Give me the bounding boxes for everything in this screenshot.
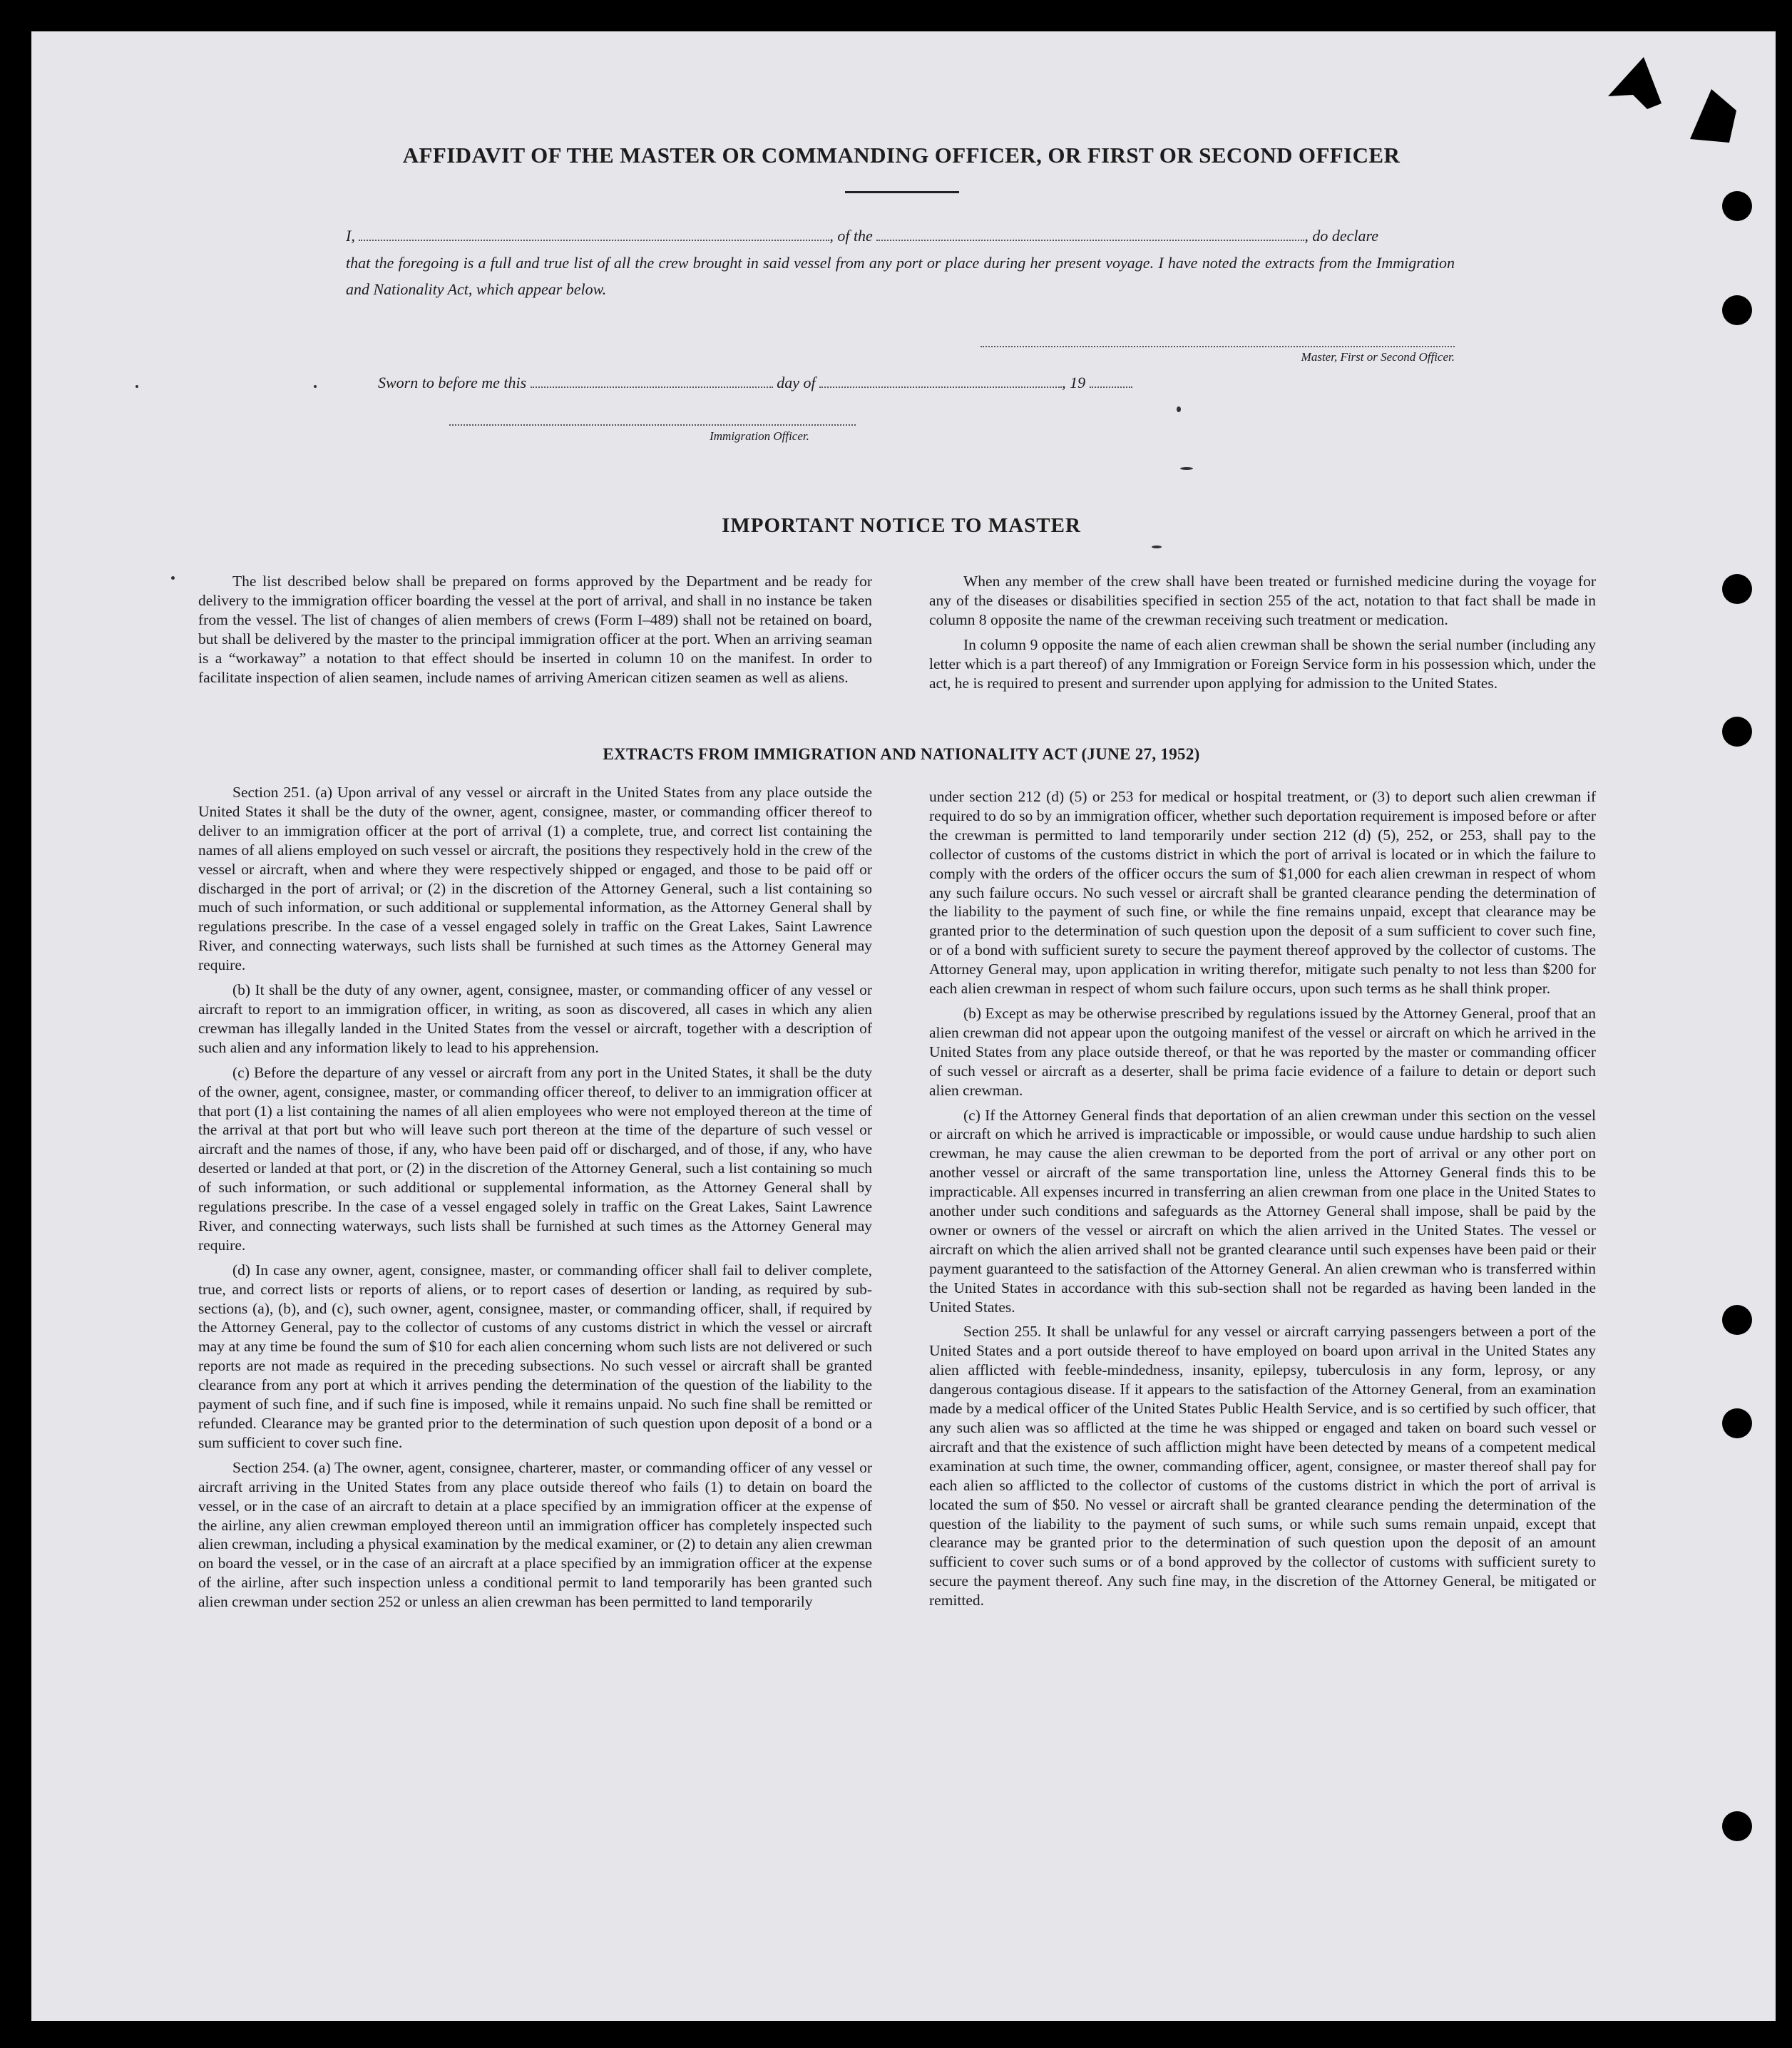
year-label: , 19 [1062, 374, 1086, 391]
punch-hole [1722, 1408, 1752, 1438]
punch-hole [1722, 191, 1752, 221]
torn-corner-mark [1604, 53, 1740, 146]
act-section: (c) Before the departure of any vessel or aircraft from any port in the United States, it shall be the duty of the owner, agent, consignee, master, or commanding officer thereof, to deliver to an immigration officer at that port (1) a list containing the names of all alien employees who were not employed thereon at the time of the arrival at that port but who will leave such port thereon at the time of the departure of such vessel or aircraft and the names of those, if any, who have been paid off or discharged, and of those, if any, who have deserted or landed at that port, or (2) in the discretion of the Attorney General, such a list containing so much of such information, or such additional or supplemental information, as the Attorney General shall by regulations prescribe. In the case of a vessel engaged solely in traffic on the Great Lakes, Saint Lawrence River, and connecting waterways, such lists shall be furnished at such times as the Attorney General may require. [198, 1063, 872, 1254]
punch-hole [1722, 1305, 1752, 1335]
act-section: under section 212 (d) (5) or 253 for medical or hospital treatment, or (3) to deport such alien crewman if required to do so by an immigration officer, whether such deportation requirement is imposed before or after the crewman is permitted to land temporarily under section 212 (d) (5), 252, or 253, shall pay to the collector of customs of the customs district in which the port of arrival is located or in which the failure to comply with the orders of the officer occurs the sum of $1,000 for each alien crewman in respect of whom any such failure occurs. No such vessel or aircraft shall be granted clearance pending the determination of the liability to the payment of such fine, or while the fine remains unpaid, except that clearance may be granted prior to the determination of such question upon the deposit of a sum sufficient to cover such fine, or of a bond with sufficient surety to secure the payment thereof approved by the collector of customs. The Attorney General may, upon application in writing therefor, mitigate such penalty to not less than $200 for each alien crewman in respect of whom such failure occurs, upon such terms as he shall think proper. [929, 788, 1596, 998]
act-section: Section 251. (a) Upon arrival of any vessel or aircraft in the United States from any place outside the United States it shall be the duty of the owner, agent, consignee, master, or commanding officer thereof to deliver to an immigration officer at the port of arrival (1) a complete, true, and correct list containing the names of all aliens employed on such vessel or aircraft, the positions they respectively hold in the crew of the vessel or aircraft, when and where they were respectively shipped or engaged, and those to be paid off or discharged in the port of arrival; or (2) in the discretion of the Attorney General, such a list containing so much of such information, or such additional or supplemental information, as the Attorney General shall by regulations prescribe. In the case of a vessel engaged solely in traffic on the Great Lakes, Saint Lawrence River, and connecting waterways, such lists shall be furnished at such times as the Attorney General may require. [198, 784, 872, 974]
punch-hole [1722, 717, 1752, 747]
notice-right-column [929, 572, 1596, 698]
master-signature-label: Master, First or Second Officer. [1301, 350, 1455, 364]
act-section: (d) In case any owner, agent, consignee, master, or commanding officer shall fail to deliver complete, true, and correct lists or reports of aliens, or to report cases of desertion or landing, as required by sub-sections (a), (b), and (c), such owner, agent, consignee, master, or commanding officer, shall, if required by the Attorney General, pay to the collector of customs of any customs district in which the vessel or aircraft may at any time be found the sum of $10 for each alien concerning whom such lists are not delivered or such reports are not made as required in the preceding subsections. No such vessel or aircraft shall be granted clearance from any port at which it arrives pending the determination of the question of the liability to the payment of such fine, and if such fine is imposed, while it remains unpaid. No such fine shall be remitted or refunded. Clearance may be granted prior to the determination of such question upon deposit of a bond or a sum sufficient to cover such fine. [198, 1261, 872, 1451]
affidavit-title: AFFIDAVIT OF THE MASTER OR COMMANDING OFFICER, OR FIRST OR SECOND OFFICER [402, 143, 1401, 168]
vessel-field[interactable] [876, 225, 1304, 241]
act-section: (c) If the Attorney General finds that deportation of an alien crewman under this section on the vessel or aircraft on which he arrived is impracticable or impossible, or would cause undue hardship to such alien crewman, he may cause the alien crewman to be deported from the port of arrival or any other port on another vessel or aircraft of the same transportation line, unless the Attorney General finds this to be impracticable. All expenses incurred in transferring an alien crewman from one place in the United States to another under such conditions and safeguards as the Attorney General shall impose, shall be paid by the owner or owners of the vessel or aircraft on which the alien arrived in the United States. The vessel or aircraft on which the alien arrived shall not be granted clearance until such expenses have been paid or their payment guaranteed to the satisfaction of the Attorney General. An alien crewman who is transferred within the United States in accordance with this sub-section shall not be regarded as having been landed in the United States. [929, 1106, 1596, 1316]
of-the-label: , of the [829, 227, 873, 245]
extracts-title: EXTRACTS FROM IMMIGRATION AND NATIONALITY ACT (JUNE 27, 1952) [603, 745, 1200, 763]
sworn-month-field[interactable] [819, 372, 1062, 388]
speck [1180, 467, 1193, 470]
day-of-label: day of [777, 374, 816, 391]
name-field[interactable] [359, 225, 829, 241]
punch-hole [1722, 1811, 1752, 1841]
notice-paragraph: When any member of the crew shall have been treated or furnished medicine during the voyage for any of the diseases or disabilities specified in section 255 of the act, notation to that fact shall be made in column 8 opposite the name of the crewman receiving such treatment or medication. [929, 573, 1596, 628]
declaration-text: that the foregoing is a full and true list of all the crew brought in said vessel from any port or place during her present voyage. I have noted the extracts from the Immigration and Nationality Act, which appear below. [346, 254, 1455, 298]
act-section: Section 254. (a) The owner, agent, consignee, charterer, master, or commanding officer of any vessel or aircraft arriving in the United States from any place outside thereof who fails (1) to detain on board the vessel, or in the case of an aircraft to detain at a place specified by an immigration officer at the expense of the airline, any alien crewman employed thereon until an immigration officer has completely inspected such alien crewman, including a physical examination by the medical examiner, or (2) to detain any alien crewman on board the vessel, or in the case of an aircraft at a place specified by an immigration officer at the expense of the airline, after such inspection unless a conditional permit to land temporarily has been granted such alien crewman under section 252 or unless an alien crewman has been permitted to land temporarily [198, 1458, 872, 1611]
declaration-line [346, 222, 1455, 249]
speck [1177, 406, 1181, 412]
speck [135, 385, 138, 388]
notice-left-column [198, 572, 872, 692]
punch-hole [1722, 295, 1752, 325]
act-section: Section 255. It shall be unlawful for any vessel or aircraft carrying passengers between a port of the United States and a port outside thereof to have employed on board upon arrival in the United States any alien afflicted with feeble-mindedness, insanity, epilepsy, tuberculosis in any form, leprosy, or any dangerous contagious disease. If it appears to the satisfaction of the Attorney General, from an examination made by a medical officer of the United States Public Health Service, and is so certified by such officer, that any such alien was so afflicted at the time he was shipped or engaged and taken on board such vessel or aircraft and that the existence of such affliction might have been detected by means of a competent medical examination at such time, the owner, commanding officer, agent, consignee, or master thereof shall pay for each alien so afflicted to the collector of customs of the customs district in which the port of arrival is located the sum of $50. No vessel or aircraft shall be granted clearance pending the determination of the question of the liability to the payment of such sums, or while such sums remain unpaid, except that clearance may be granted prior to the determination of such question upon the deposit of an amount sufficient to cover such sums or of a bond approved by the collector of customs with sufficient surety to secure the payment thereof. Any such fine may, in the discretion of the Attorney General, be mitigated or remitted. [929, 1323, 1596, 1609]
speck [314, 385, 317, 388]
speck [1152, 546, 1162, 548]
act-section: (b) It shall be the duty of any owner, agent, consignee, master, or commanding officer of any vessel or aircraft to report to an immigration officer, in writing, as soon as discovered, all cases in which any alien crewman has illegally landed in the United States from the vessel or aircraft, together with a description of such alien and any information likely to lead to his apprehension. [198, 981, 872, 1056]
sworn-label: Sworn to before me this [378, 374, 527, 391]
notice-paragraph: The list described below shall be prepared on forms approved by the Department and be ready for delivery to the immigration officer boarding the vessel at the port of arrival, and shall in no instance be taken from the vessel. The list of changes of alien members of crews (Form I–489) shall not be retained on board, but shall be delivered by the master to the principal immigration officer at the port. When an arriving seaman is a “workaway” a notation to that effect should be inserted in column 10 on the manifest. In order to facilitate inspection of alien seamen, include names of arriving American citizen seamen as well as aliens. [198, 573, 872, 686]
sworn-day-field[interactable] [531, 372, 773, 388]
speck [171, 576, 175, 580]
extracts-right-column [929, 787, 1596, 1616]
do-declare-label: , do declare [1304, 227, 1378, 245]
sworn-year-field[interactable] [1090, 372, 1132, 388]
i-label: I, [346, 227, 355, 245]
officer-signature-line[interactable] [449, 424, 856, 426]
extracts-left-column [198, 783, 872, 1617]
officer-signature-label: Immigration Officer. [710, 429, 809, 443]
notice-paragraph: In column 9 opposite the name of each alien crewman shall be shown the serial number (including any letter which is a part thereof) of any Immigration or Foreign Service form in his possession which, under the act, he is required to present and surrender upon applying for admission to the United States. [929, 635, 1596, 692]
notice-title: IMPORTANT NOTICE TO MASTER [722, 514, 1081, 537]
sworn-line [378, 369, 1198, 396]
punch-hole [1722, 574, 1752, 604]
act-section: (b) Except as may be otherwise prescribed by regulations issued by the Attorney General, proof that an alien crewman did not appear upon the outgoing manifest of the vessel or aircraft on which he arrived in the United States from any place outside thereof, or that he was reported by the master or commanding officer of such vessel or aircraft as a deserter, shall be prima facie evidence of a failure to detain or deport such alien crewman. [929, 1004, 1596, 1099]
title-divider [845, 191, 959, 193]
master-signature-line[interactable] [981, 346, 1455, 347]
